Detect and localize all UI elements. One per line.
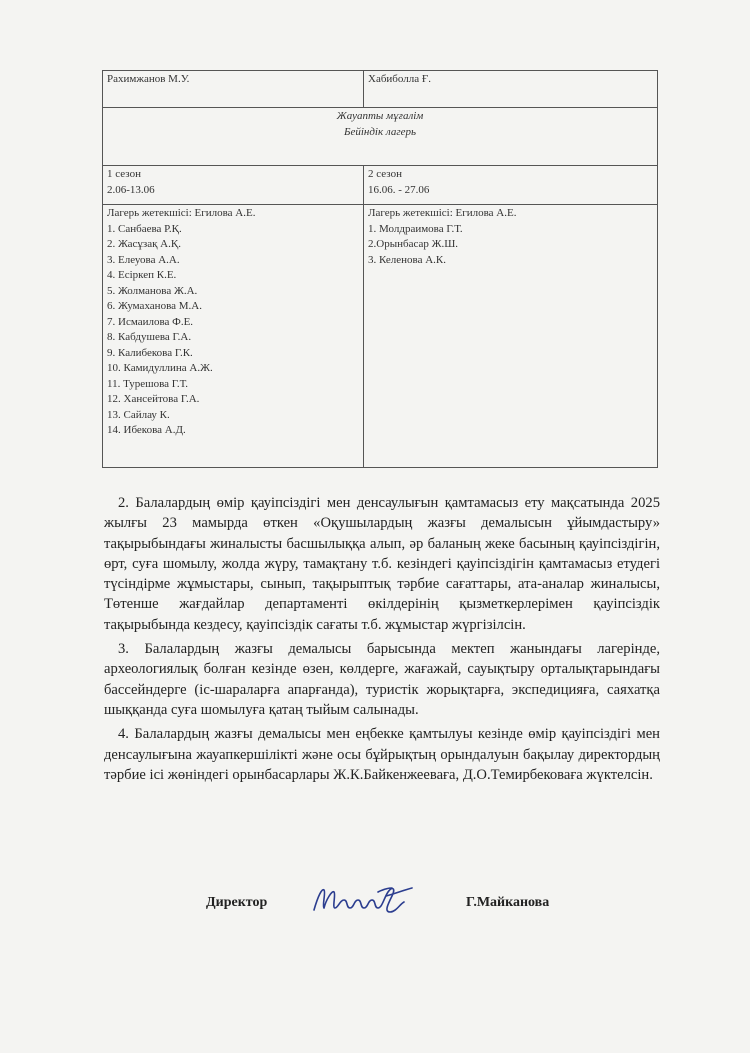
season-2-staff-list [368, 222, 653, 269]
list-item: 1. Молдраимова Г.Т. [368, 222, 463, 235]
list-item: 6. Жумаханова М.А. [107, 300, 202, 312]
season-1-dates: 2.06-13.06 [107, 183, 155, 196]
director-name: Г.Майканова [466, 895, 550, 910]
season-2-name: 2 сезон [368, 168, 402, 180]
camp-leader-label: Лагерь жетекшісі: Егилова А.Е. [107, 207, 256, 219]
season-2-staff-cell [364, 205, 658, 468]
table-cell-right: Хабиболла Ғ. [364, 71, 658, 108]
list-item: 2.Орынбасар Ж.Ш. [368, 238, 459, 250]
director-title: Директор [206, 895, 268, 910]
table-cell-left: Рахимжанов М.У. [103, 71, 364, 108]
list-item: 3. Елеуова А.А. [107, 253, 180, 266]
list-item: 3. Келенова А.К. [368, 253, 447, 266]
season-1-staff-list [107, 222, 359, 439]
list-item: 1. Санбаева Р.Қ. [107, 222, 182, 235]
list-item: 5. Жолманова Ж.А. [107, 284, 198, 297]
table-row [103, 166, 658, 205]
season-2-dates: 16.06. - 27.06 [368, 183, 430, 196]
handwritten-signature [308, 878, 420, 922]
list-item: 4. Есіркеп К.Е. [107, 269, 177, 281]
camp-leader-label: Лагерь жетекшісі: Егилова А.Е. [368, 207, 517, 219]
paragraph-3: 3. Балалардың жазғы демалысы барысында мектеп жанындағы лагерінде, археологиялық болған кезінде өзен, көлдерге, жағажай, сауықтыру орталықтарындағы бассейндерге (іс-шараларға апарғанда), туристік жорықтарға, экспедицияға, саяхатқа шыққанда суға шомылуға қатаң тыйым салынады. [104, 641, 660, 718]
list-item: 7. Исмаилова Ф.Е. [107, 315, 194, 328]
season-1-cell [103, 166, 364, 205]
list-item: 10. Камидуллина А.Ж. [107, 362, 213, 374]
table-section-title [103, 108, 658, 166]
list-item: 12. Хансейтова Г.А. [107, 393, 200, 405]
paragraph-4: 4. Балалардың жазғы демалысы мен еңбекке қамтылуы кезінде өмір қауіпсіздігі мен денсаулығына жауапкершілікті және осы бұйрықтың орындалуын бақылау директордың тәрбие ісі жөніндегі орынбасарлары Ж.К.Байкенжееваға, Д.О.Темирбековаға жүктелсін. [104, 726, 660, 783]
profile-camp-label: Бейіндік лагерь [343, 125, 416, 138]
list-item: 8. Кабдушева Г.А. [107, 331, 192, 343]
paragraph-2: 2. Балалардың өмір қауіпсіздігі мен денсаулығын қамтамасыз ету мақсатында 2025 жылғы 23 мамырда өткен «Оқушылардың жазғы демалысын ұйымдастыру» тақырыбындағы жиналысты басшылыққа алып, әр баланың жеке басының қауіпсіздігін, өрт, суға шомылу, жолда жүру, тамақтану т.б. кезіндегі қауіпсіздігін қамтамасыз етудегі түсіндірме жұмыстары, сынып, тақырыптық тәрбие сағаттары, ата-аналар жиналысы, Төтенше жағдайлар департаменті өкілдерінің қызметкерлерімен қауіпсіздік тақырыбында кездесу, қауіпсіздік сағаты т.б. жұмыстар жүргізілсін. [104, 495, 660, 633]
list-item: 9. Калибекова Г.К. [107, 346, 193, 359]
list-item: 2. Жасұзақ А.Қ. [107, 238, 181, 250]
season-2-cell [364, 166, 658, 205]
table-row [103, 71, 658, 108]
list-item: 11. Турешова Г.Т. [107, 377, 189, 390]
responsible-teacher-label: Жауапты мұғалім [336, 110, 424, 122]
list-item: 13. Сайлау К. [107, 408, 170, 421]
table-row [103, 205, 658, 468]
table-row [103, 108, 658, 166]
season-1-staff-cell [103, 205, 364, 468]
list-item: 14. Ибекова А.Д. [107, 424, 186, 436]
order-body [104, 493, 660, 789]
season-1-name: 1 сезон [107, 168, 141, 180]
staff-table [102, 70, 658, 468]
signature-block [0, 893, 750, 933]
